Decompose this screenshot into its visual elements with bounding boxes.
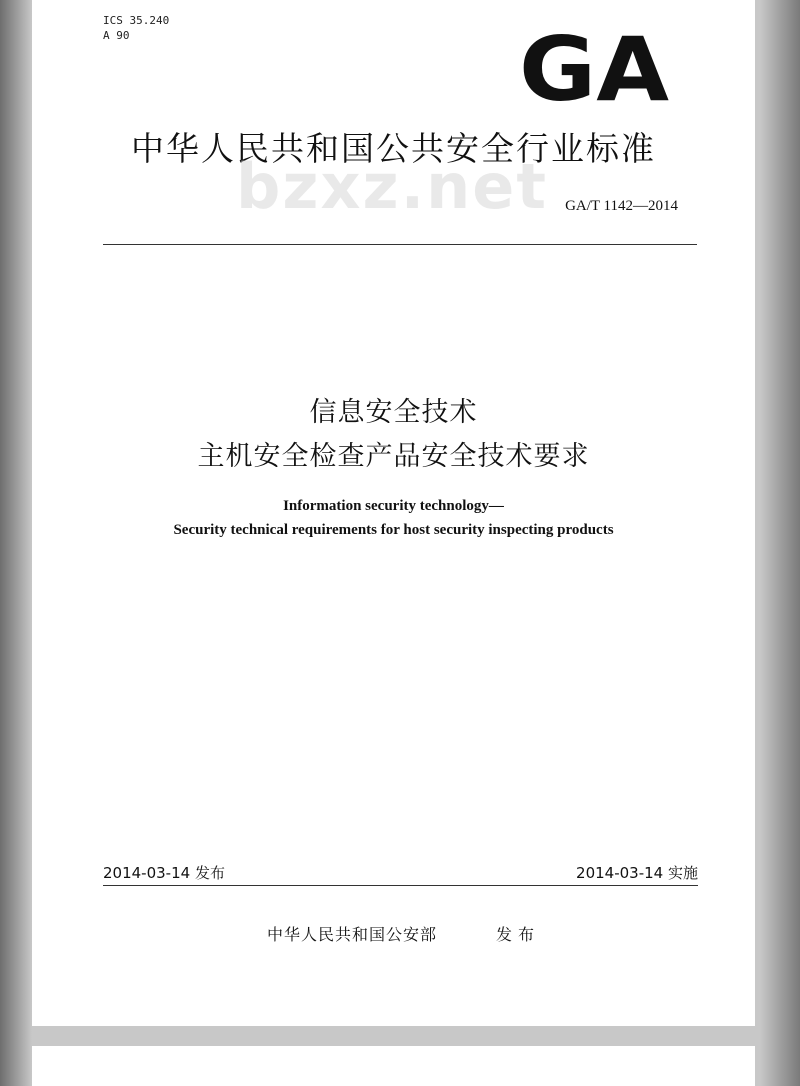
header-divider (103, 244, 697, 245)
issue-date: 2014-03-14 发布 (103, 864, 225, 882)
document-page (32, 0, 755, 1026)
footer-divider (103, 885, 698, 886)
ics-code: ICS 35.240 (103, 14, 170, 27)
english-title-line-2: Security technical requirements for host security inspecting products (173, 522, 614, 538)
classification-codes (103, 13, 169, 43)
standard-code: GA/T 1142—2014 (565, 198, 678, 214)
ga-logo (514, 28, 674, 108)
category-code: A 90 (103, 29, 130, 42)
chinese-title-line-2: 主机安全检查产品安全技术要求 (197, 441, 590, 472)
ga-logo-text: GA (519, 28, 669, 108)
standard-title: 中华人民共和国公共安全行业标准 (131, 129, 656, 168)
watermark: bzxz.net (236, 150, 548, 223)
next-page (32, 1046, 755, 1086)
publisher: 中华人民共和国公安部 (267, 925, 438, 944)
english-title-line-1: Information security technology— (283, 498, 504, 514)
publish-label: 发布 (496, 925, 541, 944)
chinese-title-line-1: 信息安全技术 (309, 397, 478, 428)
implementation-date: 2014-03-14 实施 (576, 864, 698, 882)
